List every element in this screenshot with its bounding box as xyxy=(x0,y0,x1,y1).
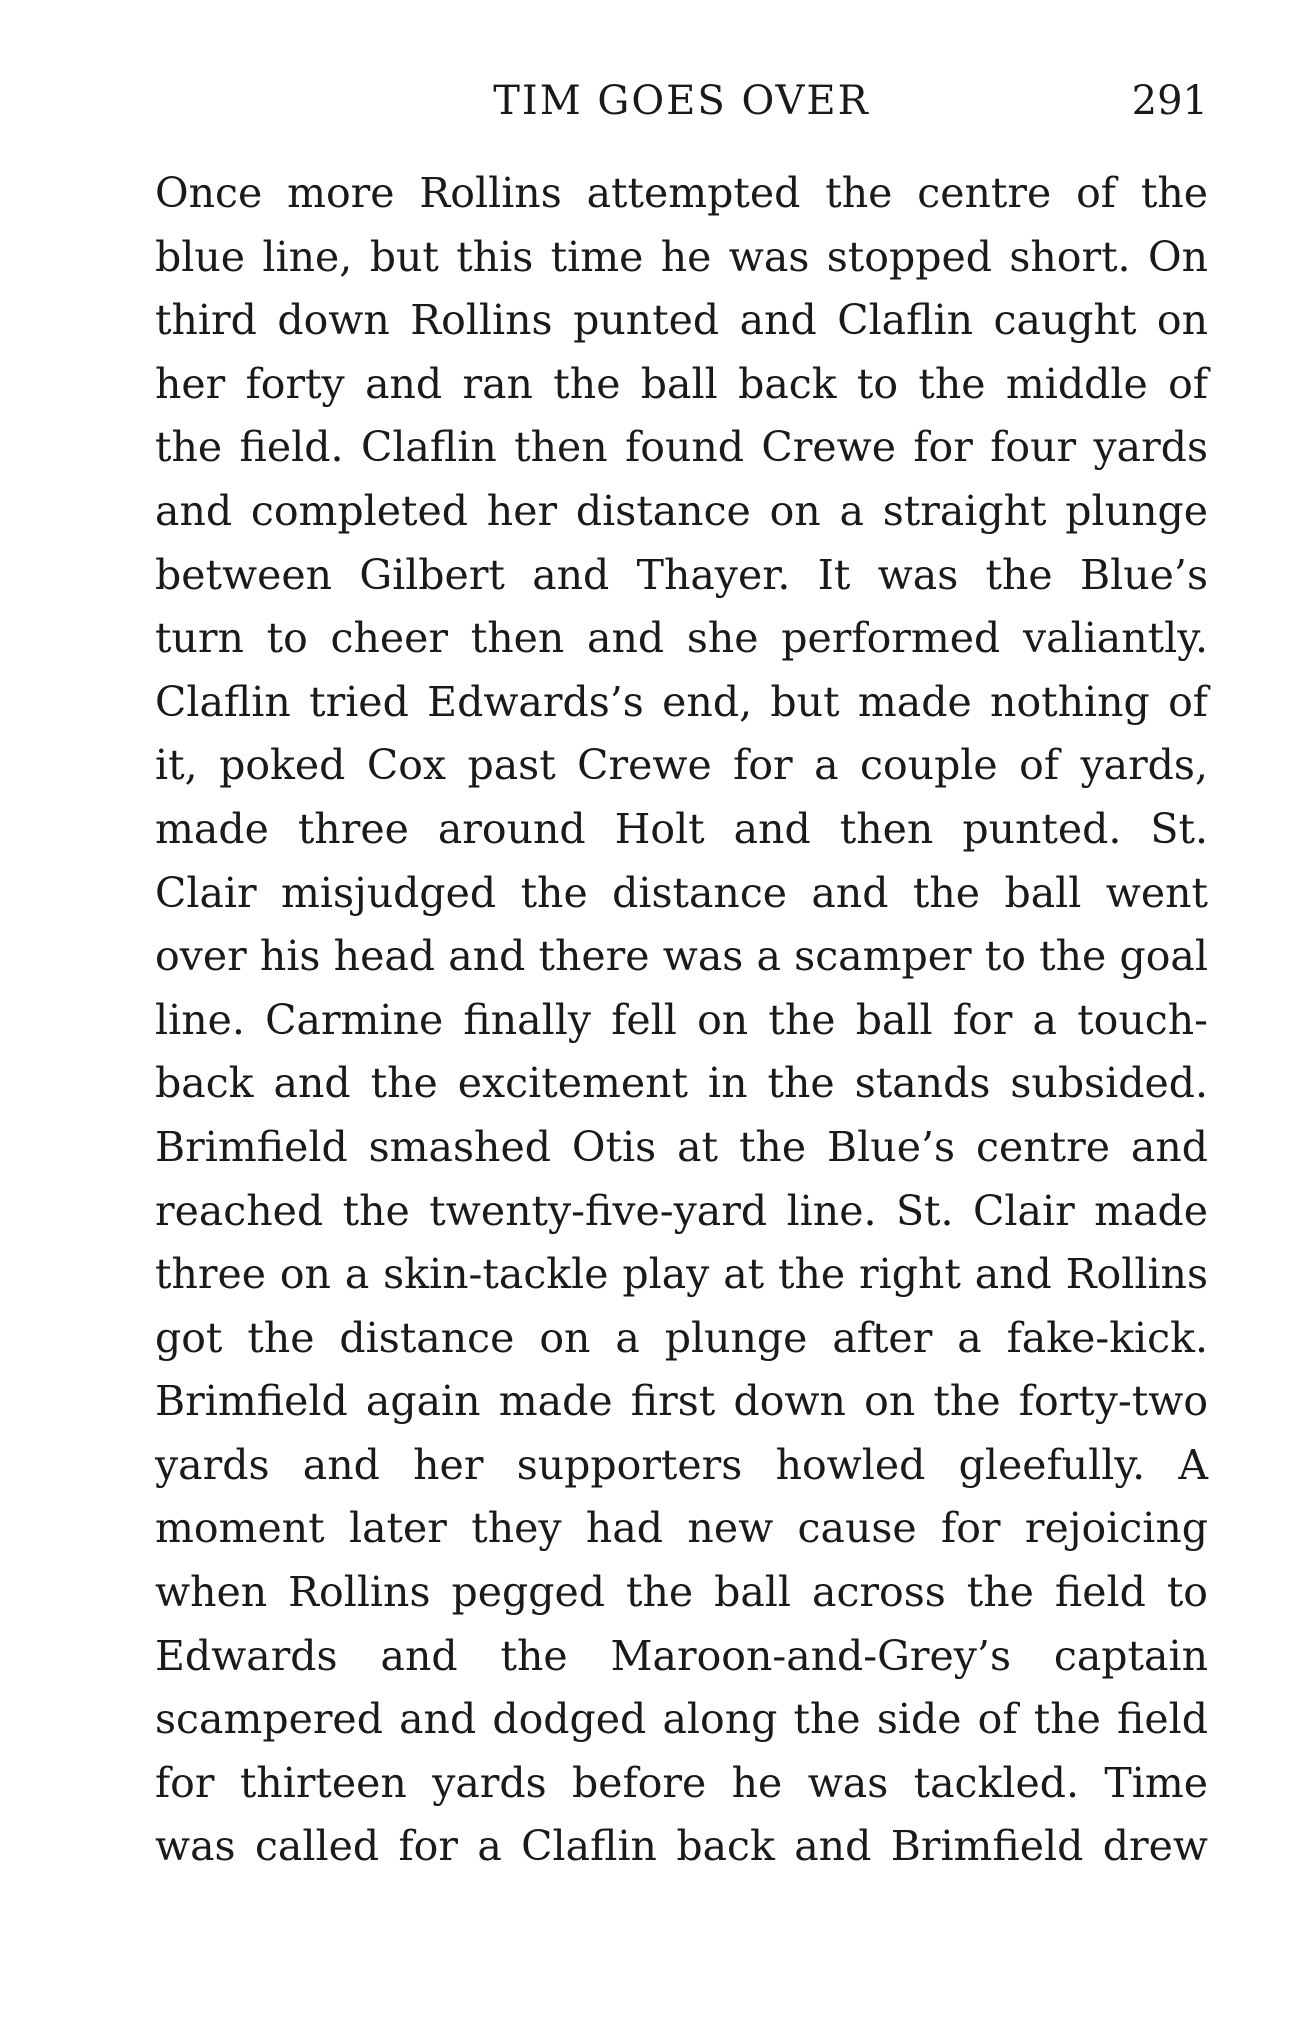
text-line: turn to cheer then and she performed valiantly. xyxy=(155,614,1208,663)
text-line: yards and her supporters howled gleefully. A xyxy=(155,1440,1208,1489)
text-line: for thirteen yards before he was tackled. Time xyxy=(155,1758,1208,1807)
text-line: Edwards and the Maroon-and-Grey’s captain xyxy=(155,1631,1208,1680)
text-line: line. Carmine finally fell on the ball for a touch- xyxy=(155,995,1208,1044)
running-title: TIM GOES OVER xyxy=(493,78,870,124)
text-line: got the distance on a plunge after a fake-kick. xyxy=(155,1313,1208,1362)
text-line: it, poked Cox past Crewe for a couple of yards, xyxy=(155,741,1208,790)
text-line: Claflin tried Edwards’s end, but made nothing of xyxy=(155,677,1208,726)
text-line: her forty and ran the ball back to the middle of xyxy=(155,359,1208,408)
text-line: third down Rollins punted and Claflin caught on xyxy=(155,296,1208,345)
text-line: over his head and there was a scamper to the goal xyxy=(155,932,1208,981)
text-line: Brimfield smashed Otis at the Blue’s centre and xyxy=(155,1122,1208,1171)
body-text xyxy=(155,162,1208,1879)
text-line: back and the excitement in the stands subsided. xyxy=(155,1059,1208,1108)
text-line: made three around Holt and then punted. St. xyxy=(155,804,1208,853)
page-number: 291 xyxy=(1131,78,1208,124)
text-line: between Gilbert and Thayer. It was the Blue’s xyxy=(155,550,1208,599)
text-line: was called for a Claflin back and Brimfield drew xyxy=(155,1822,1208,1871)
text-line: when Rollins pegged the ball across the field to xyxy=(155,1568,1208,1617)
text-line: reached the twenty-five-yard line. St. Clair made xyxy=(155,1186,1208,1235)
text-line: three on a skin-tackle play at the right and Rollins xyxy=(155,1250,1208,1299)
text-line: scampered and dodged along the side of the field xyxy=(155,1695,1208,1744)
text-line: the field. Claflin then found Crewe for four yards xyxy=(155,423,1208,472)
text-line: Once more Rollins attempted the centre of the xyxy=(155,169,1208,217)
text-line: Clair misjudged the distance and the ball went xyxy=(155,868,1208,917)
text-line: and completed her distance on a straight plunge xyxy=(155,486,1208,535)
running-head xyxy=(155,78,1208,138)
text-line: blue line, but this time he was stopped short. On xyxy=(155,232,1208,281)
text-line: moment later they had new cause for rejoicing xyxy=(155,1504,1208,1553)
text-line: Brimfield again made first down on the forty-two xyxy=(155,1377,1208,1426)
